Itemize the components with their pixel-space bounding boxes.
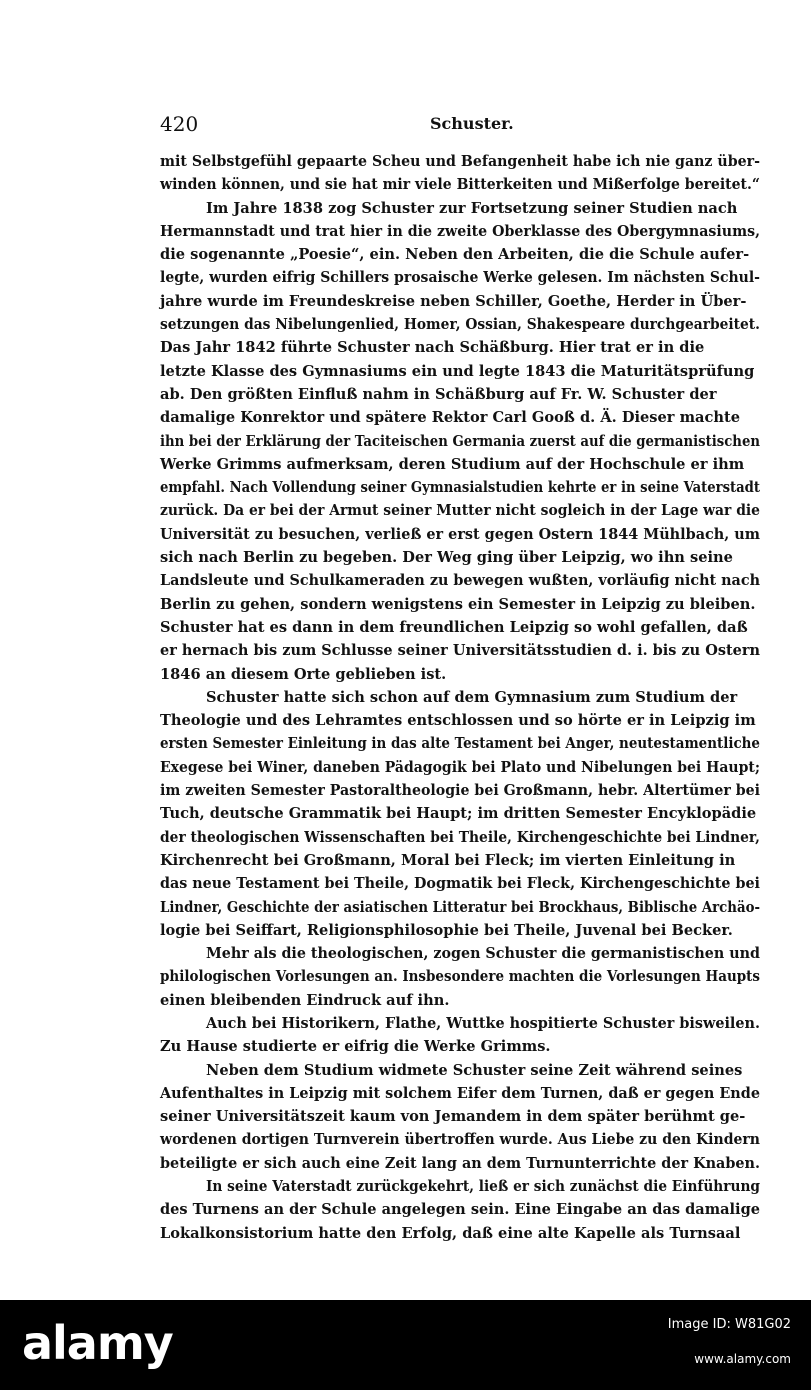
watermark-bar bbox=[0, 1300, 811, 1390]
site-url: www.alamy.com bbox=[694, 1352, 791, 1366]
text-line: zurück. Da er bei der Armut seiner Mutter nicht sogleich in der Lage war die bbox=[160, 502, 760, 520]
text-line: In seine Vaterstadt zurückgekehrt, ließ er sich zunächst die Einführung bbox=[206, 1178, 760, 1196]
text-line: Das Jahr 1842 führte Schuster nach Schäßburg. Hier trat er in die bbox=[160, 339, 705, 357]
text-line: seiner Universitätszeit kaum von Jemandem in dem später berühmt ge- bbox=[160, 1108, 746, 1126]
text-line: Schuster hat es dann in dem freundlichen Leipzig so wohl gefallen, daß bbox=[160, 618, 748, 636]
text-line: des Turnens an der Schule angelegen sein. Eine Eingabe an das damalige bbox=[160, 1201, 760, 1219]
running-head: Schuster. bbox=[430, 114, 514, 133]
text-line: sich nach Berlin zu begeben. Der Weg ging über Leipzig, wo ihn seine bbox=[160, 549, 733, 567]
text-line: Mehr als die theologischen, zogen Schuster die germanistischen und bbox=[206, 945, 760, 963]
text-line: Aufenthaltes in Leipzig mit solchem Eifer dem Turnen, daß er gegen Ende bbox=[160, 1084, 760, 1102]
text-line: Auch bei Historikern, Flathe, Wuttke hospitierte Schuster bisweilen. bbox=[206, 1014, 760, 1032]
page-number: 420 bbox=[160, 112, 199, 136]
text-line: ab. Den größten Einfluß nahm in Schäßburg auf Fr. W. Schuster der bbox=[160, 385, 717, 403]
text-line: philologischen Vorlesungen an. Insbesondere machten die Vorlesungen Haupts bbox=[160, 968, 760, 986]
text-line: Lokalkonsistorium hatte den Erfolg, daß eine alte Kapelle als Turnsaal bbox=[160, 1224, 741, 1242]
text-line: mit Selbstgefühl gepaarte Scheu und Befangenheit habe ich nie ganz über- bbox=[160, 153, 760, 170]
text-line: wordenen dortigen Turnverein übertroffen wurde. Aus Liebe zu den Kindern bbox=[160, 1131, 760, 1149]
text-line: damalige Konrektor und spätere Rektor Carl Gooß d. Ä. Dieser machte bbox=[160, 409, 740, 427]
page-header bbox=[160, 112, 760, 144]
text-line: empfahl. Nach Vollendung seiner Gymnasialstudien kehrte er in seine Vaterstadt bbox=[160, 479, 760, 497]
text-line: Lindner, Geschichte der asiatischen Litteratur bei Brockhaus, Biblische Archäo- bbox=[160, 898, 760, 916]
text-line: jahre wurde im Freundeskreise neben Schiller, Goethe, Herder in Über- bbox=[160, 292, 747, 310]
text-line: setzungen das Nibelungenlied, Homer, Ossian, Shakespeare durchgearbeitet. bbox=[160, 316, 760, 334]
text-line: Exegese bei Winer, daneben Pädagogik bei Plato und Nibelungen bei Haupt; bbox=[160, 758, 760, 776]
text-line: die sogenannte „Poesie“, ein. Neben den Arbeiten, die die Schule aufer- bbox=[160, 246, 750, 264]
text-line: das neue Testament bei Theile, Dogmatik bei Fleck, Kirchengeschichte bei bbox=[160, 875, 760, 893]
text-line: beteiligte er sich auch eine Zeit lang an dem Turnunterrichte der Knaben. bbox=[160, 1154, 760, 1172]
body-text bbox=[160, 150, 760, 1245]
text-line: Theologie und des Lehramtes entschlossen und so hörte er in Leipzig im bbox=[160, 712, 756, 730]
text-line: im zweiten Semester Pastoraltheologie bei Großmann, hebr. Altertümer bei bbox=[160, 782, 760, 800]
brand-logo: alamy bbox=[22, 1316, 173, 1370]
text-line: ersten Semester Einleitung in das alte Testament bei Anger, neutestamentliche bbox=[160, 735, 760, 753]
image-id: Image ID: W81G02 bbox=[667, 1317, 791, 1332]
text-line: Landsleute und Schulkameraden zu bewegen wußten, vorläufig nicht nach bbox=[160, 572, 760, 590]
text-line: Werke Grimms aufmerksam, deren Studium auf der Hochschule er ihm bbox=[160, 455, 745, 473]
text-line: Kirchenrecht bei Großmann, Moral bei Fleck; im vierten Einleitung in bbox=[160, 851, 736, 869]
text-line: logie bei Seiffart, Religionsphilosophie bei Theile, Juvenal bei Becker. bbox=[160, 921, 733, 939]
text-line: 1846 an diesem Orte geblieben ist. bbox=[160, 665, 447, 683]
text-line: Schuster hatte sich schon auf dem Gymnasium zum Studium der bbox=[206, 688, 738, 706]
text-line: Universität zu besuchen, verließ er erst gegen Ostern 1844 Mühlbach, um bbox=[160, 525, 760, 543]
text-line: winden können, und sie hat mir viele Bitterkeiten und Mißerfolge bereitet.“ bbox=[160, 176, 760, 194]
text-line: er hernach bis zum Schlusse seiner Universitätsstudien d. i. bis zu Ostern bbox=[160, 642, 760, 660]
text-line: ihn bei der Erklärung der Taciteischen Germania zuerst auf die germanistischen bbox=[160, 432, 760, 450]
text-line: legte, wurden eifrig Schillers prosaische Werke gelesen. Im nächsten Schul- bbox=[160, 269, 760, 287]
text-line: letzte Klasse des Gymnasiums ein und legte 1843 die Maturitätsprüfung bbox=[160, 362, 755, 380]
text-line: Zu Hause studierte er eifrig die Werke Grimms. bbox=[160, 1038, 551, 1056]
text-line: der theologischen Wissenschaften bei Theile, Kirchengeschichte bei Lindner, bbox=[160, 828, 760, 846]
text-line: Berlin zu gehen, sondern wenigstens ein Semester in Leipzig zu bleiben. bbox=[160, 595, 756, 613]
text-line: Im Jahre 1838 zog Schuster zur Fortsetzung seiner Studien nach bbox=[206, 199, 738, 217]
text-line: Tuch, deutsche Grammatik bei Haupt; im dritten Semester Encyklopädie bbox=[160, 805, 757, 823]
text-line: Hermannstadt und trat hier in die zweite Oberklasse des Obergymnasiums, bbox=[160, 222, 760, 240]
text-line: einen bleibenden Eindruck auf ihn. bbox=[160, 991, 450, 1009]
text-line: Neben dem Studium widmete Schuster seine Zeit während seines bbox=[206, 1061, 743, 1079]
